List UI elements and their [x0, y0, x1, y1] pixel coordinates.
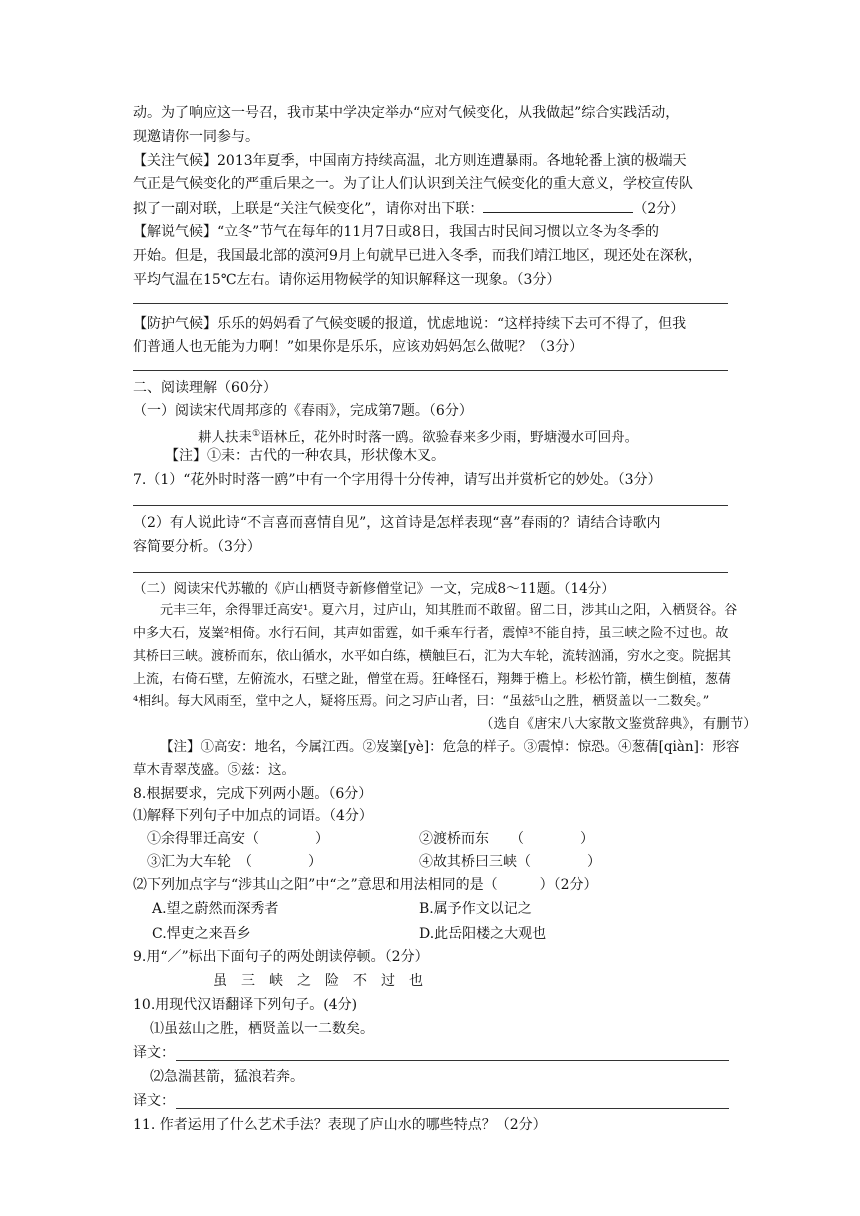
translation-label-2: 译文：	[133, 1093, 175, 1109]
q8-item-2: ②渡桥而东 （ ）	[419, 831, 594, 847]
question-10: 10.用现代汉语翻译下列句子。(4分)	[133, 997, 358, 1013]
question-7-2-line-2: 容简要分析。（3分）	[133, 539, 261, 555]
question-8: 8.根据要求，完成下列两小题。（6分）	[133, 786, 373, 802]
passage-source: （选自《唐宋八大家散文鉴赏辞典》，有删节）	[480, 716, 757, 732]
translation-label-1: 译文：	[133, 1045, 175, 1061]
poem-note: 【注】①耒：古代的一种农具，形状像木叉。	[165, 448, 445, 464]
question-7-2-line-1: （2）有人说此诗“不言喜而喜情自见”，这首诗是怎样表现“喜”春雨的？请结合诗歌内	[133, 515, 661, 531]
passage-line-4: 上流，右倚石壁，左俯流水，石壁之趾，僧堂在焉。狂峰怪石，翔舞于檐上。杉松竹箭，横生倒植，葱蒨	[133, 672, 732, 687]
option-c: C.悍吏之来吾乡	[152, 926, 251, 942]
question-7-1: 7.（1）“花外时时落一鸥”中有一个字用得十分传神，请写出并赏析它的妙处。（3分）	[133, 472, 662, 488]
focus-climate-line-2: 气正是气候变化的严重后果之一。为了让人们认识到关注气候变化的重大意义，学校宣传队	[133, 176, 693, 192]
passage-line-2: 中多大石，岌嶪²相倚。水行石间，其声如雷霆，如千乘车行者，震悼³不能自持，虽三峡之险不过也。故	[133, 626, 729, 641]
passage-line-5: ⁴相纠。每大风雨至，堂中之人，疑将压焉。问之习庐山者，曰：“虽兹⁵山之胜，栖贤盖以一二数矣。”	[133, 694, 710, 709]
option-b: B.属予作文以记之	[419, 901, 532, 917]
section-heading: 二、阅读理解（60分）	[133, 380, 277, 396]
answer-line[interactable]	[133, 572, 728, 573]
question-8-2: ⑵下列加点字与“涉其山之阳”中“之”意思和用法相同的是（ ）（2分）	[133, 877, 598, 893]
question-8-1: ⑴解释下列句子中加点的词语。（4分）	[133, 808, 373, 824]
poem	[198, 424, 638, 448]
option-a: A.望之蔚然而深秀者	[152, 901, 279, 917]
translation-answer-line-2[interactable]	[176, 1108, 729, 1109]
poem-text-a: 耕人扶耒	[198, 429, 252, 446]
answer-line[interactable]	[133, 370, 728, 371]
question-10-1: ⑴虽兹山之胜，栖贤盖以一二数矣。	[150, 1021, 374, 1037]
explain-climate-line-2: 开始。但是，我国最北部的漠河9月上旬就早已进入冬季，而我们靖江地区，现还处在深秋，	[133, 248, 702, 264]
focus-climate-line-1: 【关注气候】2013年夏季，中国南方持续高温，北方则连遭暴雨。各地轮番上演的极端天	[133, 153, 687, 169]
translation-answer-line-1[interactable]	[176, 1060, 729, 1061]
passage-note-line-2: 草木青翠茂盛。⑤兹：这。	[133, 762, 295, 778]
question-10-2: ⑵急湍甚箭，猛浪若奔。	[150, 1069, 304, 1085]
explain-climate-line-3: 平均气温在15℃左右。请你运用物候学的知识解释这一现象。（3分）	[133, 272, 561, 288]
protect-climate-line-2: 们普通人也无能为力啊！”如果你是乐乐，应该劝妈妈怎么做呢？（3分）	[133, 339, 584, 355]
answer-line[interactable]	[133, 505, 728, 506]
explain-climate-line-1: 【解说气候】“立冬”节气在每年的11月7日或8日，我国古时民间习惯以立冬为冬季的	[133, 224, 659, 240]
part-two-heading: （二）阅读宋代苏辙的《庐山栖贤寺新修僧堂记》一文，完成8～11题。（14分）	[133, 581, 615, 597]
question-9-sentence: 虽 三 峡 之 险 不 过 也	[213, 973, 423, 989]
intro-line-1: 动。为了响应这一号召，我市某中学决定举办“应对气候变化，从我做起”综合实践活动，	[133, 105, 680, 121]
question-9: 9.用“／”标出下面句子的两处朗读停顿。（2分）	[133, 949, 429, 965]
passage-line-3: 其桥曰三峡。渡桥而东，依山循水，水平如白练，横触巨石，汇为大车轮，流转汹涌，穷水之变。院据其	[133, 649, 732, 664]
option-d: D.此岳阳楼之大观也	[419, 926, 547, 942]
couplet-answer-blank[interactable]	[483, 198, 633, 213]
passage-line-1: 元丰三年，余得罪迁高安¹。夏六月，过庐山，知其胜而不敢留。留二日，涉其山之阳，入栖贤谷。谷	[160, 603, 738, 618]
couplet-score: （2分）	[633, 201, 685, 217]
q8-item-4: ④故其桥曰三峡（ ）	[419, 854, 601, 870]
q8-item-1: ①余得罪迁高安（ ）	[147, 831, 329, 847]
couplet-question-text: 拟了一副对联，上联是“关注气候变化”，请你对出下联：	[133, 201, 484, 217]
question-11: 11. 作者运用了什么艺术手法？表现了庐山水的哪些特点？（2分）	[133, 1117, 547, 1133]
q8-item-3: ③汇为大车轮 （ ）	[147, 854, 322, 870]
intro-line-2: 现邀请你一同参与。	[133, 129, 259, 145]
part-one-heading: （一）阅读宋代周邦彦的《春雨》，完成第7题。（6分）	[133, 403, 473, 419]
couplet-question	[133, 198, 684, 219]
poem-text-b: 语林丘，花外时时落一鸥。欲验春来多少雨，野塘漫水可回舟。	[260, 429, 639, 446]
protect-climate-line-1: 【防护气候】乐乐的妈妈看了气候变暖的报道，忧虑地说：“这样持续下去可不得了，但我	[133, 316, 687, 332]
passage-note-line-1: 【注】①高安：地名，今属江西。②岌嶪[yè]：危急的样子。③震悼：惊恐。④葱蒨[qiàn]：形容	[160, 739, 740, 755]
answer-line[interactable]	[133, 303, 728, 304]
poem-footnote-mark: ①	[252, 429, 261, 439]
